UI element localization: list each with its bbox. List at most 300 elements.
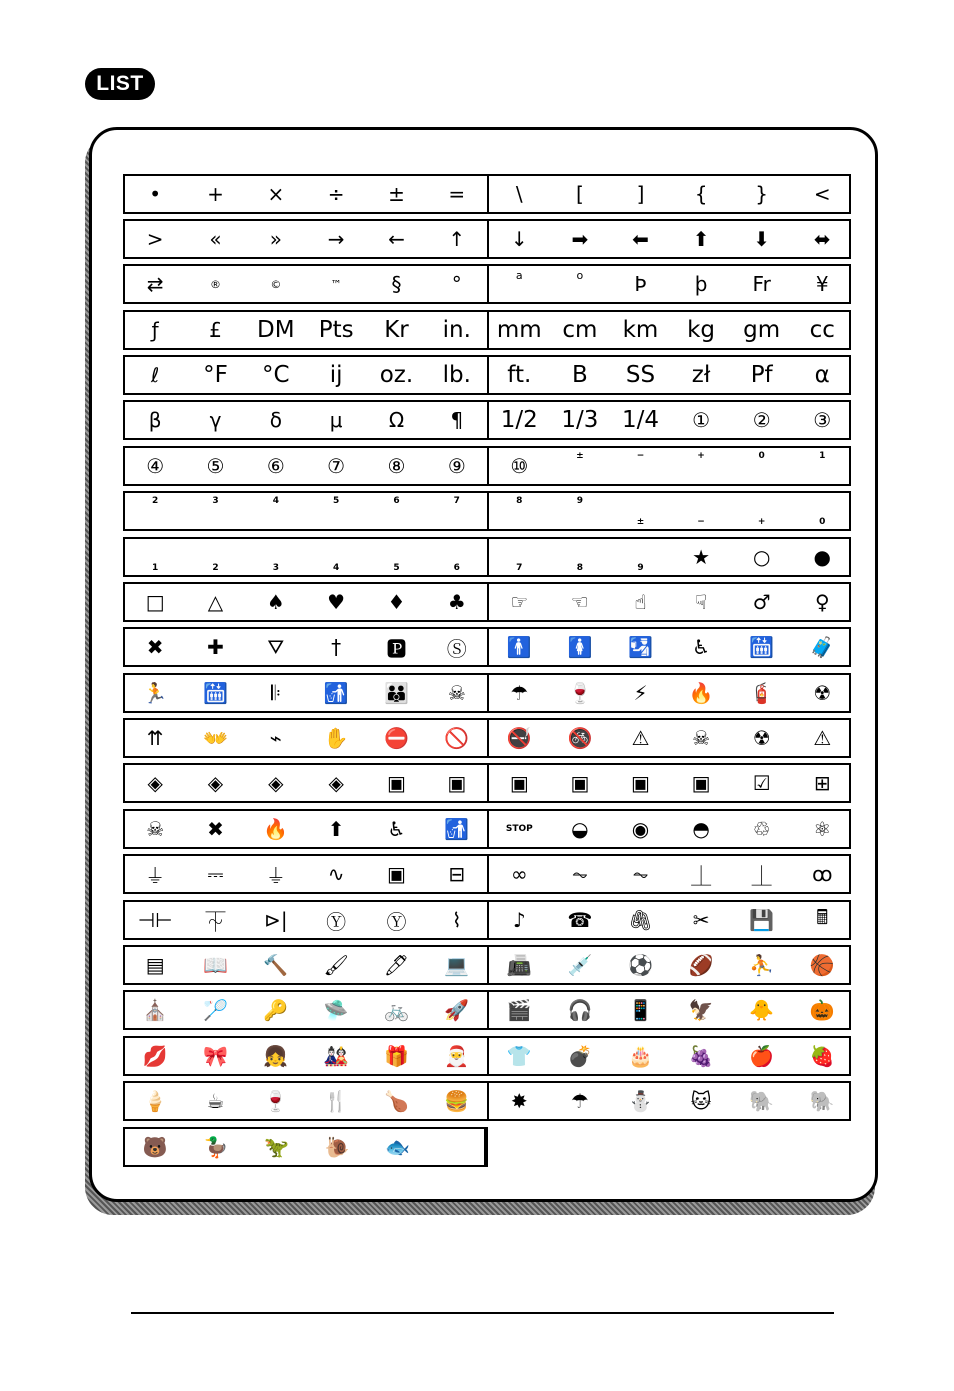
symbol-cell: 9	[576, 496, 584, 506]
symbol-cell: 1/4	[621, 407, 659, 433]
symbol-cell: ◈	[328, 771, 344, 795]
symbol-cell: 💾	[749, 908, 775, 932]
symbol-cell: ⬆	[327, 817, 345, 841]
symbol-cell: Kr	[384, 317, 409, 343]
symbol-cell: ●	[813, 545, 831, 569]
symbol-cell: ⇈	[146, 726, 164, 750]
symbol-cell: ✖	[207, 817, 224, 841]
symbol-cell: 🧯	[749, 681, 775, 705]
symbol-group-left	[125, 176, 489, 212]
symbol-cell: ⑧	[387, 454, 406, 478]
symbol-cell: ◈	[268, 771, 284, 795]
symbol-cell: ▣	[387, 771, 406, 795]
symbol-group-right	[489, 902, 853, 938]
symbol-cell: °C	[262, 362, 290, 388]
symbol-cell: ♣	[447, 590, 466, 614]
symbol-cell: ⬆	[692, 227, 710, 251]
symbol-cell: ◓	[692, 817, 710, 841]
symbol-cell: ⛹	[749, 953, 775, 977]
symbol-cell: ♿	[692, 635, 711, 659]
symbol-cell: °	[451, 272, 462, 296]
symbol-cell: 🔨	[263, 953, 289, 977]
symbol-row	[123, 310, 851, 350]
symbol-cell: 🛸	[323, 998, 349, 1022]
symbol-cell: ⑥	[266, 454, 285, 478]
symbol-cell: 💋	[142, 1044, 168, 1068]
symbol-cell: ♂	[752, 590, 771, 614]
symbol-cell: ±	[388, 182, 405, 206]
symbol-cell: β	[148, 408, 162, 432]
symbol-cell: ✋	[323, 726, 349, 750]
symbol-group-left	[125, 902, 489, 938]
symbol-cell: ©	[270, 277, 282, 291]
symbol-cell: 🐘	[749, 1089, 775, 1113]
symbol-cell: 🖩	[816, 905, 829, 929]
symbol-cell: 4	[272, 496, 279, 506]
symbol-row	[123, 174, 851, 214]
symbol-cell: 🦅	[688, 998, 714, 1022]
symbol-cell: ⏇	[205, 909, 226, 934]
symbol-row	[123, 627, 851, 667]
symbol-cell: ±	[576, 451, 584, 461]
symbol-cell: ⇄	[146, 272, 164, 296]
symbol-cell: 🔥	[263, 817, 289, 841]
symbol-cell: SS	[625, 362, 656, 388]
symbol-cell: 🏸	[203, 998, 228, 1022]
symbol-cell: ™	[330, 277, 342, 291]
symbol-cell: ft.	[507, 362, 532, 388]
symbol-cell: ▣	[631, 771, 650, 795]
symbol-cell: ⛄	[628, 1089, 653, 1113]
symbol-cell: ⎓	[207, 862, 224, 886]
symbol-cell: ✂	[692, 908, 710, 932]
symbol-group-left	[125, 1038, 489, 1074]
symbol-cell: ♀	[814, 590, 830, 614]
symbol-cell: 2	[152, 496, 159, 506]
symbol-group-right	[489, 629, 853, 665]
symbol-cell: oz.	[379, 362, 414, 388]
symbol-cell: ⚛	[813, 817, 832, 841]
symbol-cell: 🎅	[444, 1044, 470, 1068]
symbol-row	[123, 537, 851, 577]
symbol-group-right	[489, 1083, 853, 1119]
symbol-group-right	[489, 1038, 853, 1074]
symbol-cell: ○	[752, 545, 771, 569]
symbol-group-right	[489, 493, 853, 529]
symbol-row	[123, 900, 851, 940]
symbol-cell: ③	[813, 408, 832, 432]
symbol-group-right	[489, 584, 853, 620]
symbol-group-left	[125, 811, 489, 847]
symbol-cell: ]	[636, 182, 645, 206]
symbol-cell: 🏃	[142, 681, 168, 705]
symbol-cell: 0	[758, 451, 765, 461]
symbol-cell: 4	[333, 563, 340, 573]
symbol-group-left	[125, 221, 489, 257]
symbol-row	[123, 355, 851, 395]
symbol-cell: ☑	[752, 771, 771, 795]
symbol-cell: ®	[209, 277, 221, 291]
symbol-group-left	[125, 765, 489, 801]
symbol-cell: ⊳|	[264, 908, 288, 932]
symbol-cell: 0	[819, 517, 826, 527]
symbol-cell: 9	[637, 563, 644, 573]
symbol-cell: ⌇	[451, 908, 462, 932]
symbol-cell: ⊞	[813, 771, 831, 795]
symbol-cell: ∿	[327, 862, 345, 886]
symbol-cell: >	[146, 227, 164, 251]
symbol-cell: 💻	[444, 953, 470, 977]
symbol-row	[123, 854, 851, 894]
symbol-cell: •	[149, 182, 162, 206]
symbol-cell: ⚽	[628, 953, 653, 977]
symbol-cell: γ	[209, 408, 222, 432]
symbol-cell: ⛛	[267, 635, 285, 659]
symbol-row	[123, 673, 851, 713]
symbol-cell: 🍔	[444, 1089, 470, 1113]
symbol-group-right	[489, 312, 853, 348]
symbol-cell: 1	[819, 451, 826, 461]
symbol-cell: ♪	[512, 908, 526, 932]
symbol-cell: ✚	[207, 635, 224, 659]
symbol-cell: ⬌	[813, 227, 831, 251]
symbol-cell: km	[622, 317, 659, 343]
symbol-cell: Ⓨ	[326, 909, 347, 934]
symbol-cell: ▣	[387, 862, 406, 886]
symbol-cell: 5	[393, 563, 400, 573]
symbol-cell: ⑨	[447, 454, 466, 478]
symbol-cell: ➡	[571, 227, 589, 251]
symbol-cell: ⚠	[813, 726, 832, 750]
symbol-cell: 🍷	[263, 1089, 289, 1113]
symbol-cell: ☂	[570, 1089, 589, 1113]
symbol-group-left	[125, 448, 489, 484]
symbol-cell: ⛔	[384, 726, 409, 750]
symbol-cell: ★	[692, 545, 711, 569]
symbol-group-left	[125, 539, 489, 575]
symbol-cell: ⚠	[631, 726, 650, 750]
symbol-cell: ▣	[691, 771, 711, 795]
symbol-cell: 🛗	[203, 681, 228, 705]
symbol-group-left	[125, 402, 489, 438]
symbol-cell: 2	[212, 563, 219, 573]
symbol-cell: 1/3	[561, 407, 599, 433]
symbol-group-left	[125, 1129, 486, 1165]
symbol-cell: 👧	[263, 1044, 289, 1068]
symbol-cell: ←	[388, 227, 405, 251]
symbol-cell: °F	[203, 362, 228, 388]
symbol-row	[123, 491, 851, 531]
symbol-cell: ⏦	[632, 862, 649, 886]
symbol-cell: 🛗	[749, 635, 775, 659]
symbol-cell: ¥	[815, 272, 829, 296]
symbol-cell: 🎀	[203, 1044, 228, 1068]
symbol-cell: 📠	[506, 953, 532, 977]
symbol-cell: ♿	[387, 817, 406, 841]
symbol-cell: △	[207, 590, 224, 614]
symbol-cell: 6	[393, 496, 400, 506]
symbol-cell: £	[209, 318, 222, 342]
symbol-cell: ☝	[634, 590, 647, 614]
symbol-cell: ♠	[266, 590, 285, 614]
symbol-cell: ◒	[571, 817, 589, 841]
symbol-cell: ☕	[206, 1089, 225, 1113]
symbol-cell: 🎁	[384, 1044, 409, 1068]
symbol-cell: 🚭	[506, 726, 532, 750]
symbol-cell: ☂	[510, 681, 529, 705]
symbol-cell: δ	[269, 408, 282, 432]
symbol-cell: «	[209, 227, 222, 251]
symbol-group-right	[489, 811, 853, 847]
symbol-row	[123, 990, 851, 1030]
symbol-cell: ij	[329, 362, 343, 388]
symbol-group-left	[125, 675, 489, 711]
symbol-cell: 🚲	[384, 998, 409, 1022]
symbol-cell: 🖌	[323, 953, 349, 977]
symbol-cell: §	[391, 272, 402, 296]
symbol-cell: 🎎	[323, 1044, 349, 1068]
symbol-cell: 🐥	[749, 998, 775, 1022]
symbol-row	[123, 945, 851, 985]
symbol-cell: 🏀	[809, 953, 835, 977]
symbol-cell: 🔥	[688, 681, 714, 705]
symbol-cell: 3	[272, 563, 279, 573]
symbol-cell: ¶	[450, 408, 464, 432]
symbol-cell: DM	[257, 317, 295, 343]
symbol-group-right	[489, 402, 853, 438]
symbol-cell: ⑩	[510, 454, 529, 478]
symbol-cell: kg	[687, 317, 716, 343]
symbol-cell: ☢	[752, 726, 771, 750]
symbol-cell: ⏚	[145, 863, 166, 888]
symbol-cell: cm	[562, 317, 598, 343]
symbol-group-left	[125, 584, 489, 620]
symbol-cell: ▤	[145, 953, 165, 977]
symbol-cell: ÷	[327, 182, 345, 206]
symbol-row	[123, 763, 851, 803]
symbol-cell: ④	[146, 454, 165, 478]
symbol-cell: 𝄆	[270, 681, 281, 705]
symbol-cell: +	[757, 517, 766, 527]
symbol-cell: †	[331, 635, 342, 659]
symbol-group-right	[489, 221, 853, 257]
symbol-cell: 🚹	[506, 635, 532, 659]
symbol-cell: Ω	[388, 408, 405, 432]
symbol-group-right	[489, 675, 853, 711]
symbol-cell: ☎	[567, 908, 593, 932]
symbol-cell: ♲	[752, 817, 771, 841]
symbol-cell: ▣	[447, 771, 467, 795]
symbol-cell: →	[327, 227, 345, 251]
symbol-cell: 💉	[567, 953, 593, 977]
symbol-cell: Þ	[634, 272, 647, 296]
symbol-cell: 🎃	[809, 998, 835, 1022]
symbol-cell: ①	[692, 408, 711, 432]
symbol-cell: ☟	[694, 590, 708, 614]
symbol-cell: ⌁	[269, 726, 282, 750]
symbol-cell: □	[145, 590, 165, 614]
symbol-cell: ℓ	[151, 363, 160, 387]
symbol-cell: ♦	[387, 590, 406, 614]
symbol-cell: 🐻	[142, 1135, 168, 1159]
symbol-cell: 1/2	[500, 407, 538, 433]
symbol-group-right	[489, 357, 853, 393]
symbol-cell: 🍓	[809, 1044, 835, 1068]
symbol-cell: 🍷	[567, 681, 593, 705]
symbol-cell: ⏚	[265, 863, 286, 888]
symbol-row	[123, 446, 851, 486]
symbol-cell: ✖	[146, 635, 164, 659]
symbol-cell: Fr	[752, 272, 771, 296]
symbol-cell: 💣	[567, 1044, 593, 1068]
symbol-cell: mm	[496, 317, 542, 343]
symbol-cell: gm	[743, 317, 781, 343]
symbol-cell: Pf	[750, 362, 773, 388]
symbol-group-left	[125, 947, 489, 983]
symbol-cell: μ	[329, 408, 343, 432]
symbol-cell: ↓	[510, 227, 528, 251]
symbol-cell: ☠	[146, 817, 165, 841]
symbol-cell: cc	[809, 317, 835, 343]
symbol-cell: +	[207, 182, 224, 206]
symbol-cell: o	[576, 269, 584, 282]
symbol-cell: ⊣⊢	[137, 908, 173, 932]
symbol-cell: 6	[453, 563, 460, 573]
symbol-cell: in.	[442, 317, 471, 343]
symbol-cell: 🖊	[383, 953, 410, 977]
symbol-cell: STOP	[505, 824, 533, 834]
symbol-cell: 8	[516, 496, 523, 506]
symbol-cell: 🐟	[385, 1135, 411, 1159]
symbol-group-left	[125, 357, 489, 393]
symbol-cell: ☢	[813, 681, 832, 705]
symbol-cell: 7	[516, 563, 523, 573]
symbol-group-right	[489, 765, 853, 801]
symbol-cell: ⊟	[448, 862, 466, 886]
symbol-cell: ◉	[631, 817, 650, 841]
symbol-cell: 🍴	[323, 1089, 349, 1113]
symbol-cell: ☠	[447, 681, 466, 705]
symbol-cell: ▣	[509, 771, 529, 795]
symbol-cell: 🚫	[444, 726, 470, 750]
symbol-cell: 👪	[384, 681, 409, 705]
symbol-group-left	[125, 266, 489, 302]
symbol-cell: }	[755, 182, 769, 206]
symbol-cell: ⬇	[753, 227, 771, 251]
symbol-cell: =	[448, 182, 466, 206]
symbol-cell: \	[515, 182, 523, 206]
symbol-group-right	[489, 266, 853, 302]
symbol-cell: »	[269, 227, 282, 251]
symbol-cell: 🚺	[567, 635, 593, 659]
symbol-group-left	[125, 629, 489, 665]
symbol-cell: ⏦	[571, 862, 589, 886]
symbol-cell: 🚳	[567, 726, 593, 750]
symbol-cell: 🍗	[384, 1089, 409, 1113]
symbol-cell: 🦖	[264, 1135, 289, 1159]
symbol-cell: {	[694, 182, 708, 206]
symbol-cell: 🐘	[809, 1089, 835, 1113]
symbol-group-right	[489, 539, 853, 575]
symbol-cell: lb.	[442, 362, 471, 388]
symbol-cell: ♥	[327, 590, 346, 614]
symbol-cell: 🚮	[323, 681, 349, 705]
symbol-cell: ⑦	[327, 454, 346, 478]
symbol-group-right	[489, 176, 853, 212]
symbol-cell: ◈	[147, 771, 163, 795]
symbol-cell: ∞	[510, 862, 528, 886]
symbol-cell: −	[636, 451, 645, 461]
symbol-cell: 1	[152, 563, 159, 573]
symbol-cell: 🎂	[628, 1044, 653, 1068]
symbol-cell: 🚮	[444, 817, 470, 841]
symbol-cell: 🎬	[506, 998, 532, 1022]
symbol-cell: ⏊	[691, 863, 712, 888]
symbol-group-right	[489, 947, 853, 983]
symbol-row	[123, 1127, 488, 1167]
symbol-cell: 3	[212, 496, 219, 506]
symbol-row	[123, 1036, 851, 1076]
symbol-cell: 🎧	[567, 998, 593, 1022]
symbol-group-right	[489, 448, 853, 484]
symbol-cell: 🍎	[749, 1044, 775, 1068]
symbol-group-left	[125, 312, 489, 348]
symbol-cell: ②	[752, 408, 771, 432]
symbol-cell: ꝏ	[812, 862, 833, 886]
symbol-cell: zł	[691, 362, 711, 388]
symbol-cell: ▣	[570, 771, 590, 795]
symbol-group-left	[125, 856, 489, 892]
symbol-cell: 🏈	[688, 953, 714, 977]
symbol-cell: ☜	[570, 590, 589, 614]
symbol-cell: a	[515, 269, 523, 282]
symbol-cell: Ⓢ	[446, 636, 467, 661]
symbol-cell: 🐱	[690, 1089, 712, 1113]
symbol-cell: ☞	[510, 590, 529, 614]
symbol-group-left	[125, 720, 489, 756]
symbol-cell: 🧳	[809, 635, 835, 659]
symbol-cell: 🍦	[142, 1089, 168, 1113]
symbol-row	[123, 1081, 851, 1121]
symbol-cell: [	[575, 182, 584, 206]
symbol-cell: <	[813, 182, 831, 206]
symbol-cell: ⑤	[206, 454, 225, 478]
symbol-cell: ×	[267, 182, 285, 206]
symbol-cell: 📖	[203, 953, 228, 977]
symbol-group-right	[489, 992, 853, 1028]
symbol-cell: ☠	[692, 726, 711, 750]
symbol-row	[123, 809, 851, 849]
symbol-cell: 🚀	[444, 998, 470, 1022]
symbol-cell: B	[572, 362, 588, 388]
symbol-cell: ⏊	[751, 863, 772, 888]
symbol-row	[123, 264, 851, 304]
symbol-row	[123, 582, 851, 622]
list-badge: LIST	[85, 68, 155, 100]
symbol-cell: 🅿	[386, 636, 407, 661]
symbol-cell: ↑	[448, 227, 466, 251]
symbol-cell: 👐	[203, 726, 228, 750]
symbol-row	[123, 219, 851, 259]
symbol-cell: 🐌	[324, 1135, 350, 1159]
symbol-cell: −	[697, 517, 705, 527]
symbol-cell: 🖇	[627, 908, 654, 932]
symbol-cell: 🍇	[688, 1044, 714, 1068]
symbol-cell: ƒ	[151, 318, 159, 342]
symbol-cell: 🛂	[628, 635, 653, 659]
symbol-cell: þ	[694, 272, 708, 296]
symbol-cell: 🔑	[263, 998, 289, 1022]
